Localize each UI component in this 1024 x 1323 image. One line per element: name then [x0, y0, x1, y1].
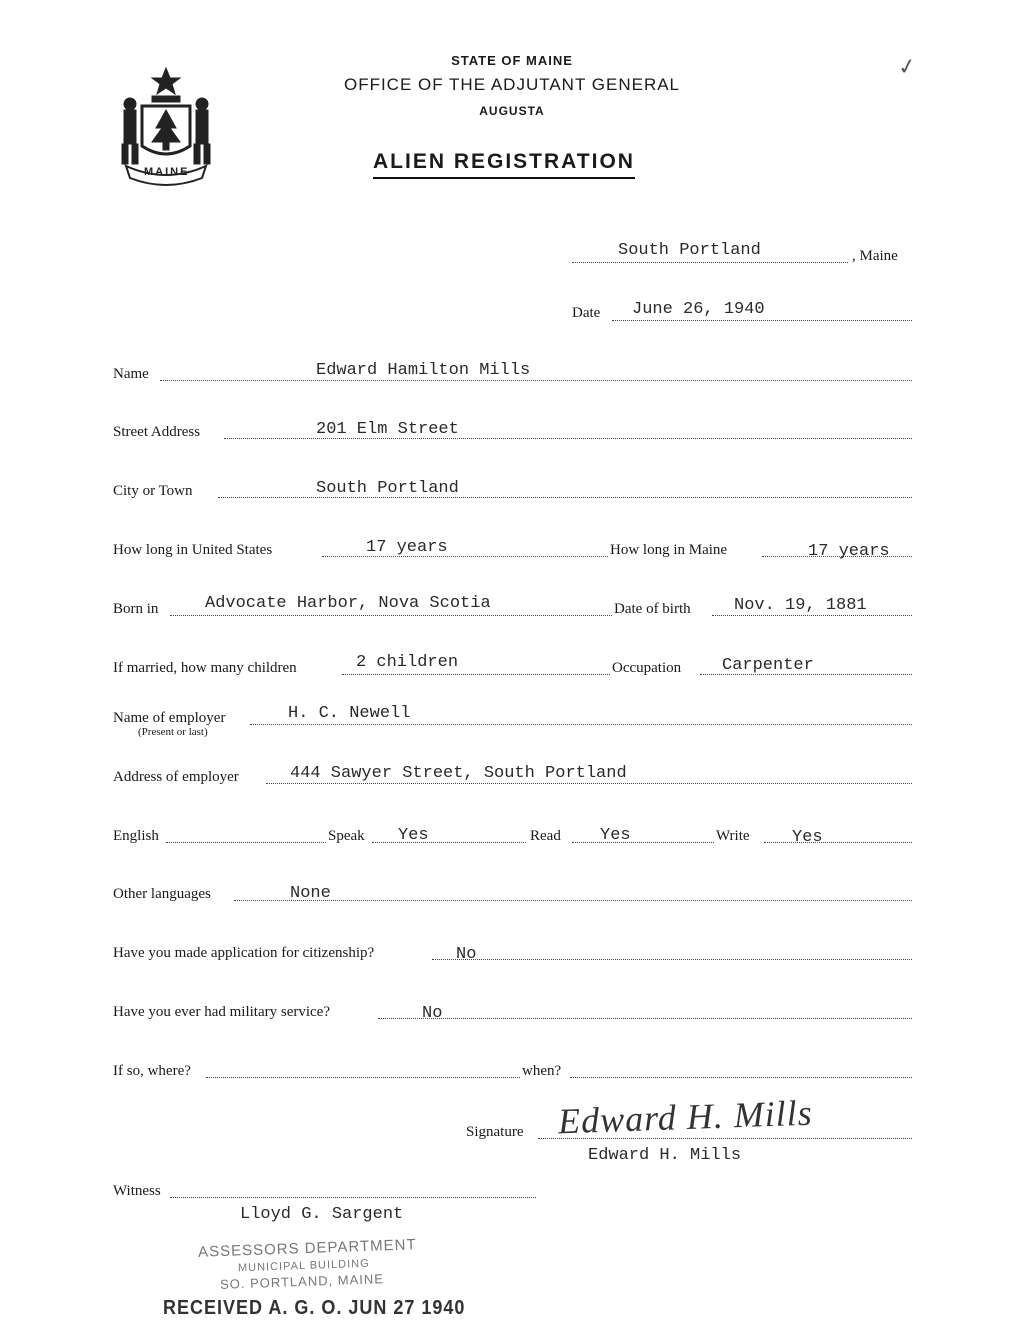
- seal-banner-text: MAINE: [144, 166, 190, 178]
- citizenship-value: No: [456, 945, 477, 964]
- handwritten-signature: Edward H. Mills: [557, 1092, 814, 1142]
- city-label: City or Town: [113, 483, 193, 499]
- assessors-stamp-line2: MUNICIPAL BUILDING: [237, 1257, 370, 1275]
- page-title: ALIEN REGISTRATION: [373, 150, 635, 179]
- read-value: Yes: [600, 826, 631, 845]
- location-state-label: , Maine: [852, 248, 898, 264]
- employer-value: H. C. Newell: [288, 704, 411, 723]
- us-time-label: How long in United States: [113, 542, 273, 558]
- dob-label: Date of birth: [614, 601, 691, 617]
- military-value: No: [422, 1004, 443, 1023]
- speak-label: Speak: [328, 828, 365, 844]
- street-value: 201 Elm Street: [316, 420, 459, 439]
- maine-time-label: How long in Maine: [610, 542, 728, 558]
- occupation-label: Occupation: [612, 660, 682, 676]
- signature-label: Signature: [466, 1124, 524, 1140]
- english-label: English: [113, 828, 159, 844]
- maine-time-value: 17 years: [808, 542, 890, 561]
- speak-value: Yes: [398, 826, 429, 845]
- witness-label: Witness: [113, 1183, 161, 1199]
- header-state: STATE OF MAINE: [451, 53, 573, 68]
- born-label: Born in: [113, 601, 159, 617]
- us-time-value: 17 years: [366, 538, 448, 557]
- received-stamp: RECEIVED A. G. O. JUN 27 1940: [163, 1295, 466, 1319]
- check-mark-icon: ✓: [895, 52, 919, 81]
- street-label: Street Address: [113, 424, 201, 440]
- military-label: Have you ever had military service?: [113, 1004, 330, 1020]
- dob-value: Nov. 19, 1881: [734, 596, 867, 615]
- children-value: 2 children: [356, 653, 459, 672]
- occupation-value: Carpenter: [722, 656, 814, 675]
- date-value: June 26, 1940: [632, 300, 765, 319]
- location-town: South Portland: [618, 241, 761, 260]
- date-label: Date: [572, 305, 601, 321]
- witness-name: Lloyd G. Sargent: [240, 1205, 404, 1224]
- name-value: Edward Hamilton Mills: [316, 361, 531, 380]
- employer-sublabel: (Present or last): [138, 726, 208, 738]
- born-value: Advocate Harbor, Nova Scotia: [205, 594, 491, 613]
- other-languages-label: Other languages: [113, 886, 211, 902]
- write-label: Write: [716, 828, 750, 844]
- read-label: Read: [530, 828, 561, 844]
- assessors-stamp-line3: SO. PORTLAND, MAINE: [219, 1271, 385, 1292]
- header-office: OFFICE OF THE ADJUTANT GENERAL: [343, 75, 681, 94]
- employer-address-label: Address of employer: [113, 769, 239, 785]
- name-label: Name: [113, 366, 149, 382]
- citizenship-label: Have you made application for citizenship?: [113, 945, 375, 961]
- typed-signature: Edward H. Mills: [588, 1146, 742, 1165]
- where-label: If so, where?: [113, 1063, 191, 1079]
- header-city: AUGUSTA: [479, 104, 545, 118]
- other-languages-value: None: [290, 884, 331, 903]
- city-value: South Portland: [316, 479, 459, 498]
- employer-address-value: 444 Sawyer Street, South Portland: [290, 764, 627, 783]
- employer-label: Name of employer: [113, 710, 226, 726]
- children-label: If married, how many children: [113, 660, 297, 676]
- write-value: Yes: [792, 828, 823, 847]
- assessors-stamp-line1: ASSESSORS DEPARTMENT: [197, 1236, 417, 1261]
- when-label: when?: [522, 1063, 562, 1079]
